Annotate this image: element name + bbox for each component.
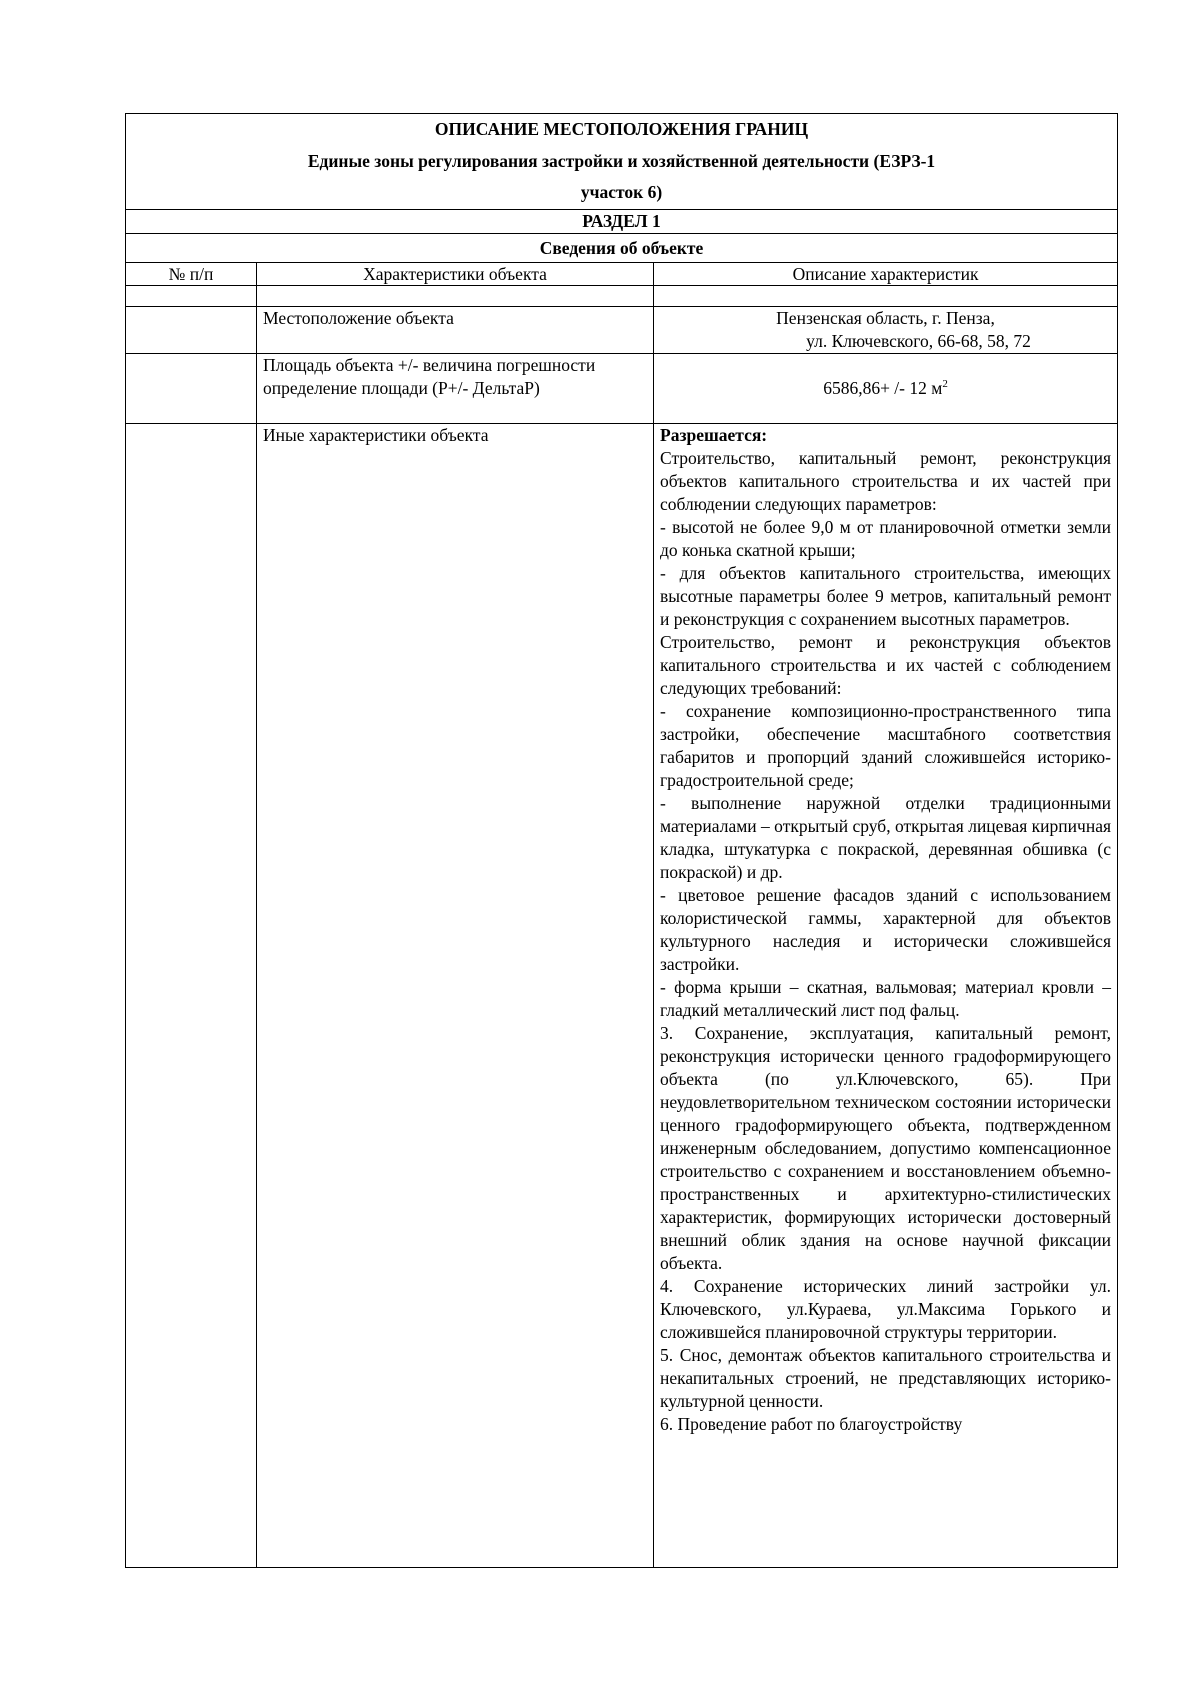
section-title-row xyxy=(126,233,1118,262)
empty-cell xyxy=(257,285,654,306)
location-num-cell xyxy=(126,306,257,353)
location-value-line1: Пензенская область, г. Пенза, xyxy=(776,307,995,328)
area-value: 6586,86+ /- 12 м xyxy=(823,377,943,398)
paragraph: - форма крыши – скатная, вальмовая; материал кровли – гладкий металлический лист под фальц. xyxy=(660,976,1112,1020)
area-value-cell xyxy=(654,353,1118,423)
paragraph: 6. Проведение работ по благоустройству xyxy=(660,1413,963,1434)
location-value-line2: ул. Ключевского, 66-68, 58, 72 xyxy=(806,330,1031,351)
document-title: ОПИСАНИЕ МЕСТОПОЛОЖЕНИЯ ГРАНИЦ xyxy=(434,119,809,139)
document-subtitle-line2: участок 6) xyxy=(580,182,663,202)
location-label: Местоположение объекта xyxy=(257,306,654,353)
title-cell xyxy=(126,114,1118,210)
area-unit-superscript: 2 xyxy=(942,377,948,390)
other-description-cell xyxy=(654,423,1118,1567)
document-subtitle-line1: Единые зоны регулирования застройки и хозяйственной деятельности (ЕЗРЗ-1 xyxy=(307,150,936,171)
paragraph: Строительство, ремонт и реконструкция объектов капитального строительства и их частей с соблюдением следующих требований: xyxy=(660,631,1112,698)
area-row xyxy=(126,353,1118,423)
paragraph: - цветовое решение фасадов зданий с использованием колористической гаммы, характерной для объектов культурного наследия и исторически сложившейся застройки. xyxy=(660,884,1112,974)
section-heading: РАЗДЕЛ 1 xyxy=(126,209,1118,233)
area-label: Площадь объекта +/- величина погрешности определение площади (Р+/- ДельтаР) xyxy=(257,353,654,423)
section-row xyxy=(126,209,1118,233)
paragraph: Строительство, капитальный ремонт, реконструкция объектов капитального строительства и их частей при соблюдении следующих параметров: xyxy=(660,447,1112,514)
paragraph: - выполнение наружной отделки традиционными материалами – открытый сруб, открытая лицевая кирпичная кладка, штукатурка с покраской, деревянная обшивка (с покраской) и др. xyxy=(660,792,1112,882)
column-header-description: Описание характеристик xyxy=(654,262,1118,285)
column-header-num: № п/п xyxy=(126,262,257,285)
other-characteristics-row xyxy=(126,423,1118,1567)
allowed-heading: Разрешается: xyxy=(660,424,768,445)
empty-cell xyxy=(126,285,257,306)
empty-row xyxy=(126,285,1118,306)
paragraph: 3. Сохранение, эксплуатация, капитальный ремонт, реконструкция исторически ценного градоформирующего объекта (по ул.Ключевского, 65). При неудовлетворительном техническом состоянии исторически ценного градоформирующего объекта, подтвержденном инженерным обследованием, допустимо компенсационное строительство с сохранением и восстановлением объемно-пространственных и архитектурно-стилистических характеристик, формирующих исторически достоверный внешний облик здания на основе научной фиксации объекта. xyxy=(660,1022,1112,1273)
other-num-cell xyxy=(126,423,257,1567)
other-label: Иные характеристики объекта xyxy=(257,423,654,1567)
object-info-table xyxy=(125,113,1118,1568)
paragraph: 4. Сохранение исторических линий застройки ул. Ключевского, ул.Кураева, ул.Максима Горького и сложившейся планировочной структуры территории. xyxy=(660,1275,1112,1342)
paragraph: - высотой не более 9,0 м от планировочной отметки земли до конька скатной крыши; xyxy=(660,516,1112,560)
paragraph: - для объектов капитального строительства, имеющих высотные параметры более 9 метров, капитальный ремонт и реконструкция с сохранением высотных параметров. xyxy=(660,562,1112,629)
title-row xyxy=(126,114,1118,210)
location-row xyxy=(126,306,1118,353)
column-header-characteristics: Характеристики объекта xyxy=(257,262,654,285)
paragraph: 5. Снос, демонтаж объектов капитального строительства и некапитальных строений, не представляющих историко-культурной ценности. xyxy=(660,1344,1112,1411)
location-value-cell xyxy=(654,306,1118,353)
section-title: Сведения об объекте xyxy=(126,233,1118,262)
area-num-cell xyxy=(126,353,257,423)
paragraph: - сохранение композиционно-пространственного типа застройки, обеспечение масштабного соответствия габаритов и пропорций зданий сложившейся историко-градостроительной среде; xyxy=(660,700,1112,790)
column-header-row xyxy=(126,262,1118,285)
empty-cell xyxy=(654,285,1118,306)
